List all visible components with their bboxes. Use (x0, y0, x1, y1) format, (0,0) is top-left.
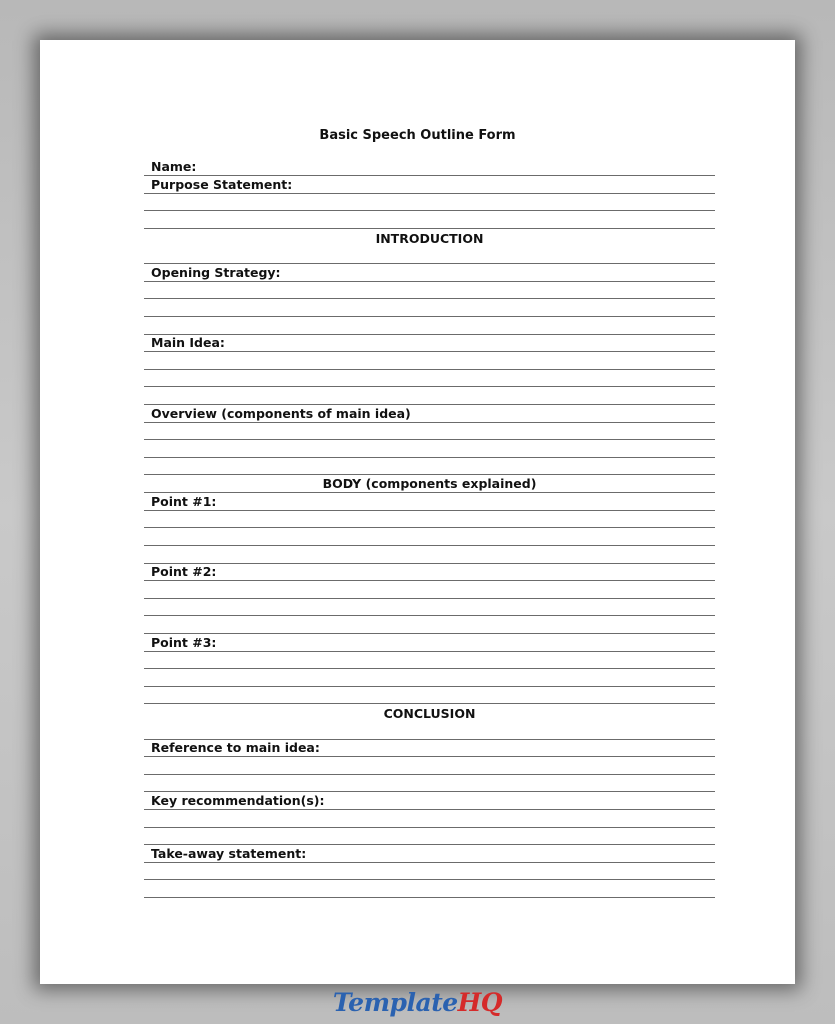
field-label: Name: (151, 159, 197, 175)
form-field-row[interactable] (144, 335, 715, 353)
blank-writing-line[interactable] (144, 687, 715, 705)
form-field-row[interactable] (144, 845, 715, 863)
blank-writing-line[interactable] (144, 299, 715, 317)
section-heading: INTRODUCTION (375, 230, 484, 246)
blank-writing-line[interactable] (144, 880, 715, 898)
form-field-row[interactable] (144, 264, 715, 282)
field-label: Reference to main idea: (151, 740, 320, 756)
field-label: Point #3: (151, 634, 217, 650)
blank-writing-line[interactable] (144, 211, 715, 229)
field-label: Key recommendation(s): (151, 793, 325, 809)
blank-writing-line[interactable] (144, 247, 715, 265)
document-page (40, 40, 795, 984)
form-field-row[interactable] (144, 405, 715, 423)
form-field-row[interactable] (144, 159, 715, 177)
field-label: Take-away statement: (151, 845, 307, 861)
blank-writing-line[interactable] (144, 458, 715, 476)
form-field-row[interactable] (144, 564, 715, 582)
blank-writing-line[interactable] (144, 511, 715, 529)
form-field-row[interactable] (144, 176, 715, 194)
blank-writing-line[interactable] (144, 652, 715, 670)
field-label: Main Idea: (151, 335, 225, 351)
blank-writing-line[interactable] (144, 370, 715, 388)
blank-writing-line[interactable] (144, 775, 715, 793)
blank-writing-line[interactable] (144, 440, 715, 458)
field-label: Opening Strategy: (151, 264, 281, 280)
blank-writing-line[interactable] (144, 616, 715, 634)
blank-writing-line[interactable] (144, 599, 715, 617)
form-field-row[interactable] (144, 493, 715, 511)
section-heading: BODY (components explained) (322, 476, 537, 492)
blank-writing-line[interactable] (144, 387, 715, 405)
blank-writing-line[interactable] (144, 194, 715, 212)
logo-part-template: Template (332, 988, 458, 1017)
templatehq-logo (0, 988, 835, 1017)
section-heading-row (144, 704, 715, 722)
form-field-row[interactable] (144, 634, 715, 652)
field-label: Purpose Statement: (151, 176, 293, 192)
section-heading-row (144, 475, 715, 493)
logo-part-hq: HQ (457, 988, 503, 1017)
section-heading-row (144, 229, 715, 247)
field-label: Point #1: (151, 493, 217, 509)
form-field-row[interactable] (144, 740, 715, 758)
blank-writing-line[interactable] (144, 810, 715, 828)
blank-writing-line[interactable] (144, 546, 715, 564)
blank-writing-line[interactable] (144, 828, 715, 846)
blank-writing-line[interactable] (144, 528, 715, 546)
blank-writing-line[interactable] (144, 757, 715, 775)
blank-writing-line[interactable] (144, 669, 715, 687)
blank-writing-line[interactable] (144, 282, 715, 300)
blank-writing-line[interactable] (144, 317, 715, 335)
field-label: Overview (components of main idea) (151, 405, 411, 421)
blank-writing-line[interactable] (144, 581, 715, 599)
document-title: Basic Speech Outline Form (319, 128, 516, 143)
section-heading: CONCLUSION (383, 706, 476, 721)
outline-form (144, 159, 715, 899)
form-field-row[interactable] (144, 792, 715, 810)
blank-writing-line[interactable] (144, 423, 715, 441)
blank-writing-line[interactable] (144, 863, 715, 881)
blank-writing-line[interactable] (144, 722, 715, 740)
blank-writing-line[interactable] (144, 352, 715, 370)
field-label: Point #2: (151, 564, 217, 580)
